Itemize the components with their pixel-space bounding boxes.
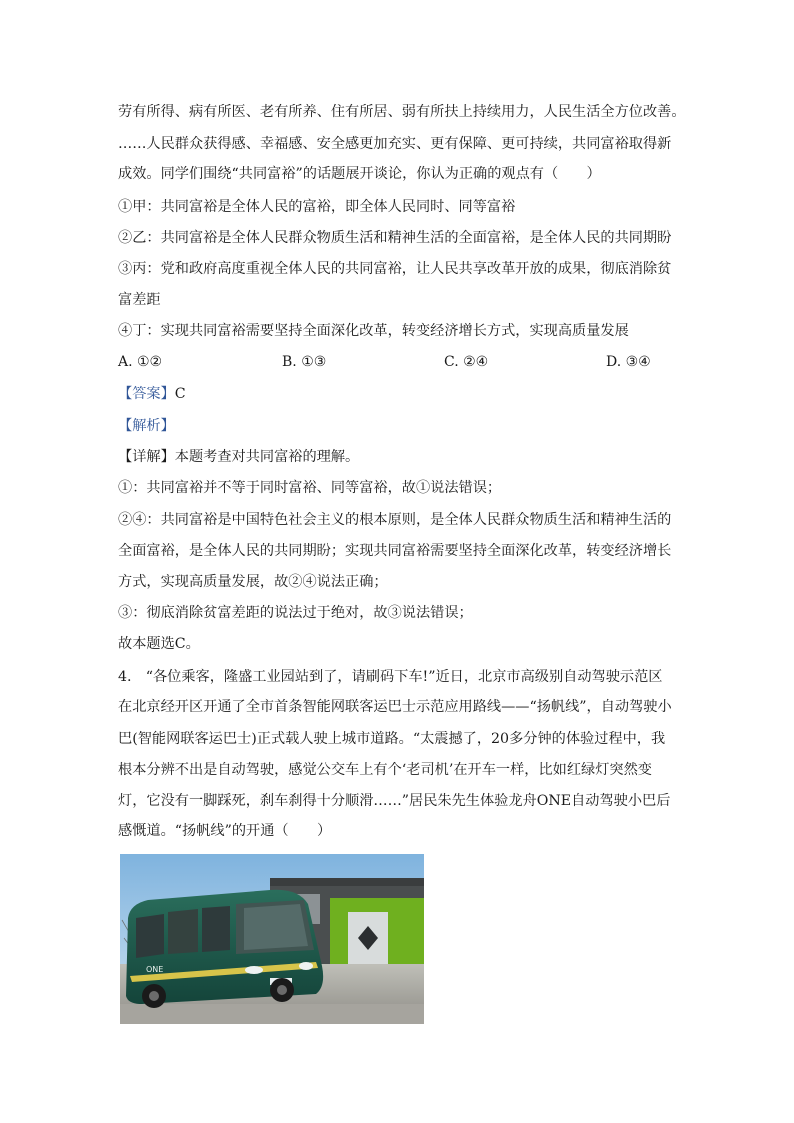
q4-stem-line-5: 灯，它没有一脚踩死，刹车刹得十分顺滑……”居民朱先生体验龙舟ONE自动驾驶小巴后: [118, 793, 671, 809]
q4-stem-line-6: 感慨道。“扬帆线”的开通（ ）: [118, 823, 332, 839]
q3-stem-line-2: ……人民群众获得感、幸福感、安全感更加充实、更有保障、更可持续，共同富裕取得新: [118, 136, 672, 152]
q3-statement-3: ③丙：党和政府高度重视全体人民的共同富裕，让人民共享改革开放的成果，彻底消除贫: [118, 261, 672, 277]
bus-photo-graphic: [120, 854, 424, 1024]
q4-stem-line-3: 巴(智能网联客运巴士)正式载人驶上城市道路。“太震撼了，20多分钟的体验过程中，我: [118, 731, 666, 747]
detail-line-2: ①：共同富裕并不等于同时富裕、同等富裕，故①说法错误；: [118, 480, 502, 496]
q3-statement-1: ①甲：共同富裕是全体人民的富裕，即全体人民同时、同等富裕: [118, 199, 516, 215]
q3-statement-4: ④丁：实现共同富裕需要坚持全面深化改革，转变经济增长方式，实现高质量发展: [118, 323, 629, 339]
option-d: D. ③④: [606, 354, 651, 370]
detail-line-5: 方式，实现高质量发展，故②④说法正确；: [118, 574, 388, 590]
q4-stem-line-4: 根本分辨不出是自动驾驶，感觉公交车上有个‘老司机’在开车一样，比如红绿灯突然变: [118, 762, 652, 778]
q4-stem-line-1: 4. “各位乘客，隆盛工业园站到了，请刷码下车!”近日，北京市高级别自动驾驶示范区: [118, 669, 663, 685]
q3-stem-line-1: 劳有所得、病有所医、老有所养、住有所居、弱有所扶上持续用力，人民生活全方位改善。: [118, 104, 686, 120]
q3-options: [118, 354, 678, 374]
q3-stem-line-3: 成效。同学们围绕“共同富裕”的话题展开谈论，你认为正确的观点有（ ）: [118, 166, 601, 182]
q4-stem-line-2: 在北京经开区开通了全市首条智能网联客运巴士示范应用路线——“扬帆线”，自动驾驶小: [118, 699, 672, 715]
option-b: B. ①③: [282, 354, 327, 370]
option-c: C. ②④: [444, 354, 489, 370]
detail-line-3: ②④：共同富裕是中国特色社会主义的根本原则，是全体人民群众物质生活和精神生活的: [118, 512, 672, 528]
q3-statement-3-cont: 富差距: [118, 292, 161, 308]
detail-line-6: ③：彻底消除贫富差距的说法过于绝对，故③说法错误；: [118, 605, 473, 621]
analysis-label: 【解析】: [118, 418, 175, 434]
answer-line: [118, 384, 678, 404]
detail-line-7: 故本题选C。: [118, 636, 200, 652]
bus-side-text: ONE: [146, 965, 164, 974]
detail-line-1: 【详解】本题考查对共同富裕的理解。: [118, 449, 360, 465]
bus-shape: [126, 890, 323, 1008]
option-a: A. ①②: [118, 354, 163, 370]
answer-label: 【答案】: [118, 386, 175, 402]
q3-statement-2: ②乙：共同富裕是全体人民群众物质生活和精神生活的全面富裕，是全体人民的共同期盼: [118, 230, 672, 246]
answer-value: C: [174, 386, 186, 402]
detail-line-4: 全面富裕，是全体人民的共同期盼；实现共同富裕需要坚持全面深化改革，转变经济增长: [118, 543, 672, 559]
autonomous-bus-photo: [120, 854, 424, 1024]
